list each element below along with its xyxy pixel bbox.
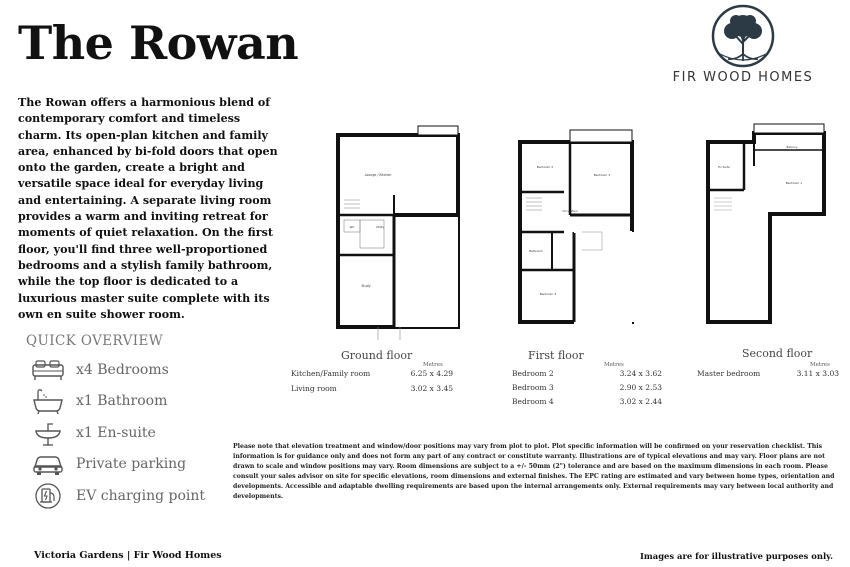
- plan-label-circulation: Circulation: [562, 209, 578, 213]
- room-row: [512, 397, 662, 406]
- first-floor-plan: [512, 120, 644, 330]
- room-size: 6.25 x 4.29: [410, 369, 453, 378]
- overview-label: x1 Bathroom: [76, 393, 168, 409]
- car-icon: [30, 450, 66, 478]
- second-floor-title: Second floor: [742, 347, 813, 360]
- first-floor-title: First floor: [528, 349, 584, 362]
- overview-label: x4 Bedrooms: [76, 362, 169, 378]
- plan-label-utility: Utility: [375, 225, 385, 229]
- room-row: [512, 369, 662, 378]
- room-row: [512, 383, 662, 392]
- plan-label-bedroom1: Bedroom 1: [785, 181, 803, 185]
- ev-charger-icon: [30, 482, 66, 510]
- intro-paragraph: The Rowan offers a harmonious blend of contemporary comfort and timeless charm. Its open-plan kitchen and family area, enhanced by bi-fold doors that open onto the garden, create a bright and versatile space ideal for everyday living and entertaining. A separate living room provides a warm and inviting retreat for moments of quiet relaxation. On the first floor, you'll find three well-proportioned bedrooms and a stylish family bathroom, while the top floor is dedicated to a luxurious master suite complete with its own en suite shower room.: [18, 96, 278, 321]
- plan-label-ensuite: En Suite: [718, 165, 730, 169]
- room-row: [697, 369, 839, 378]
- room-size: 3.02 x 3.45: [410, 384, 453, 393]
- page-title: The Rowan: [18, 16, 299, 70]
- room-size: 3.02 x 2.44: [619, 397, 662, 406]
- room-name: Bedroom 4: [512, 397, 554, 406]
- room-row: [291, 369, 453, 378]
- ground-metres-label: Metres: [423, 362, 443, 368]
- sink-icon: [30, 419, 66, 447]
- room-name: Bedroom 3: [512, 383, 554, 392]
- overview-label: x1 En-suite: [76, 425, 156, 441]
- disclaimer-text: Please note that elevation treatment and window/door positions may vary from plot to plot. Plot specific information will be confirmed on your reservation checklist. This information is for guidance only and does not form any part of any contract or constitute warranty. Illustrations are of typical elevations and may vary. Floor plans are not drawn to scale and window positions may vary. Room dimensions are subject to a +/- 50mm (2") tolerance and are based on the maximum dimensions in each room. Please consult your sales advisor on site for specific elevations, room dimensions and external finishes. The EPC rating are estimated and vary between home types, orientation and developments. Accessible and adaptable dwelling requirements are based upon the internal arrangements only. External requirements may vary between local authority and developments.: [233, 443, 835, 500]
- overview-item-ensuite: [30, 418, 156, 448]
- overview-label: Private parking: [76, 456, 187, 472]
- plan-label-living: Study: [361, 284, 371, 288]
- room-name: Bedroom 2: [512, 369, 554, 378]
- ground-floor-title: Ground floor: [341, 349, 413, 362]
- brand-logo: [668, 4, 818, 92]
- overview-item-parking: [30, 449, 186, 479]
- overview-item-bedrooms: [30, 355, 169, 385]
- ground-floor-plan: [330, 120, 465, 340]
- room-name: Master bedroom: [697, 369, 761, 378]
- tree-logo-icon: [708, 4, 778, 68]
- plan-label-balcony: Balcony: [786, 145, 798, 149]
- plan-label-bedroom3: Bedroom 3: [593, 173, 611, 177]
- footer-illustrative-note: Images are for illustrative purposes only.: [640, 551, 833, 561]
- plan-label-wc: WC: [349, 225, 355, 229]
- second-floor-plan: [700, 118, 835, 328]
- overview-item-bathroom: [30, 386, 167, 416]
- room-name: Kitchen/Family room: [291, 369, 371, 378]
- room-size: 3.11 x 3.03: [796, 369, 839, 378]
- plan-label-bedroom4: Bedroom 4: [539, 292, 557, 296]
- room-size: 3.24 x 3.62: [619, 369, 662, 378]
- second-metres-label: Metres: [810, 362, 830, 368]
- plan-label-bedroom2: Bedroom 2: [536, 165, 554, 169]
- room-name: Living room: [291, 384, 337, 393]
- first-metres-label: Metres: [604, 362, 624, 368]
- bath-icon: [30, 387, 66, 415]
- overview-item-ev: [30, 481, 205, 511]
- plan-label-bathroom: Bathroom: [529, 249, 543, 253]
- bed-icon: [30, 356, 66, 384]
- quick-overview-title: QUICK OVERVIEW: [26, 333, 164, 349]
- plan-label-kitchen: Lounge / Kitchen: [364, 173, 392, 177]
- room-size: 2.90 x 2.53: [619, 383, 662, 392]
- brand-name: FIR WOOD HOMES: [672, 70, 814, 85]
- room-row: [291, 384, 453, 393]
- overview-label: EV charging point: [76, 488, 206, 504]
- footer-development: Victoria Gardens | Fir Wood Homes: [34, 550, 222, 561]
